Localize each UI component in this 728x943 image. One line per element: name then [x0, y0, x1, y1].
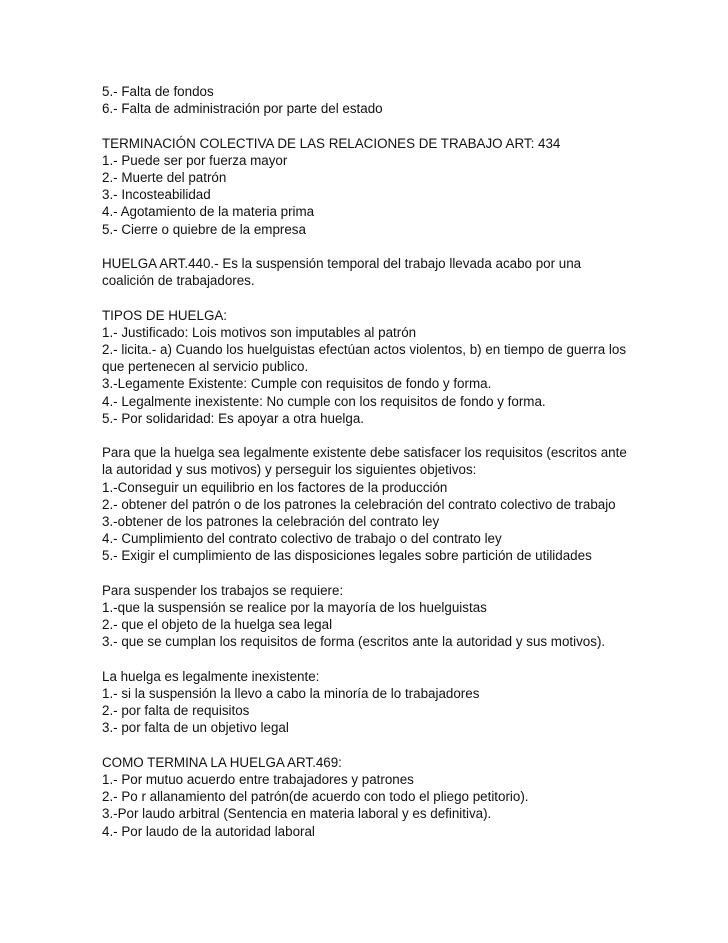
- text-line: 1.- Por mutuo acuerdo entre trabajadores y patrones: [102, 772, 414, 788]
- text-line: 1.-Conseguir un equilibrio en los factores de la producción: [102, 479, 448, 495]
- document-body: [102, 83, 632, 840]
- text-line: 1.- si la suspensión la llevo a cabo la minoría de lo trabajadores: [102, 686, 480, 702]
- text-line: 3.-obtener de los patrones la celebración del contrato ley: [102, 514, 440, 530]
- text-line: 2.- Muerte del patrón: [102, 170, 227, 185]
- text-line: 2.- por falta de requisitos: [102, 703, 250, 719]
- paragraph: [102, 444, 632, 564]
- text-line: 5.- Cierre o quiebre de la empresa: [102, 221, 306, 237]
- text-line: la autoridad y sus motivos) y perseguir los siguientes objetivos:: [102, 462, 477, 478]
- text-line: 5.- Exigir el cumplimiento de las disposiciones legales sobre partición de utilidades: [102, 548, 592, 564]
- text-line: TERMINACIÓN COLECTIVA DE LAS RELACIONES DE TRABAJO ART: 434: [102, 135, 561, 151]
- text-line: 2.- Po r allanamiento del patrón(de acuerdo con todo el pliego petitorio).: [102, 789, 529, 805]
- paragraph: [102, 135, 632, 238]
- text-line: 3.- Incosteabilidad: [102, 187, 211, 203]
- text-line: 3.-Legamente Existente: Cumple con requisitos de fondo y forma.: [102, 376, 492, 392]
- text-line: que pertenecen al servicio publico.: [102, 359, 309, 375]
- text-line: 2.- que el objeto de la huelga sea legal: [102, 617, 333, 633]
- text-line: TIPOS DE HUELGA:: [102, 307, 228, 323]
- text-line: coalición de trabajadores.: [102, 273, 255, 289]
- text-line: 4.- Cumplimiento del contrato colectivo de trabajo o del contrato ley: [102, 531, 502, 547]
- text-line: 5.- Por solidaridad: Es apoyar a otra huelga.: [102, 410, 365, 426]
- text-line: 3.-Por laudo arbitral (Sentencia en materia laboral y es definitiva).: [102, 806, 492, 822]
- paragraph: [102, 582, 632, 651]
- text-line: Para que la huelga sea legalmente existente debe satisfacer los requisitos (escritos ante: [102, 445, 627, 461]
- text-line: 1.- Puede ser por fuerza mayor: [102, 152, 288, 168]
- text-line: 4.- Legalmente inexistente: No cumple con los requisitos de fondo y forma.: [102, 393, 546, 409]
- text-line: Para suspender los trabajos se requiere:: [102, 582, 344, 598]
- text-line: 4.- Por laudo de la autoridad laboral: [102, 823, 315, 839]
- text-line: 6.- Falta de administración por parte del estado: [102, 101, 383, 117]
- text-line: La huelga es legalmente inexistente:: [102, 668, 320, 684]
- text-line: 3.- que se cumplan los requisitos de forma (escritos ante la autoridad y sus motivos).: [102, 634, 606, 650]
- paragraph: [102, 668, 632, 737]
- text-line: 1.- Justificado: Lois motivos son imputables al patrón: [102, 324, 417, 340]
- text-line: 2.- licita.- a) Cuando los huelguistas efectúan actos violentos, b) en tiempo de guerra los: [102, 342, 627, 357]
- paragraph: [102, 754, 632, 840]
- text-line: 1.-que la suspensión se realice por la mayoría de los huelguistas: [102, 600, 487, 616]
- text-line: 3.- por falta de un objetivo legal: [102, 720, 289, 736]
- text-line: 2.- obtener del patrón o de los patrones la celebración del contrato colectivo de trabajo: [102, 496, 616, 512]
- paragraph: [102, 255, 632, 289]
- text-line: 5.- Falta de fondos: [102, 84, 214, 99]
- paragraph: [102, 307, 632, 427]
- paragraph: [102, 83, 632, 117]
- text-line: HUELGA ART.440.- Es la suspensión temporal del trabajo llevada acabo por una: [102, 256, 582, 271]
- text-line: 4.- Agotamiento de la materia prima: [102, 204, 315, 220]
- text-line: COMO TERMINA LA HUELGA ART.469:: [102, 754, 342, 770]
